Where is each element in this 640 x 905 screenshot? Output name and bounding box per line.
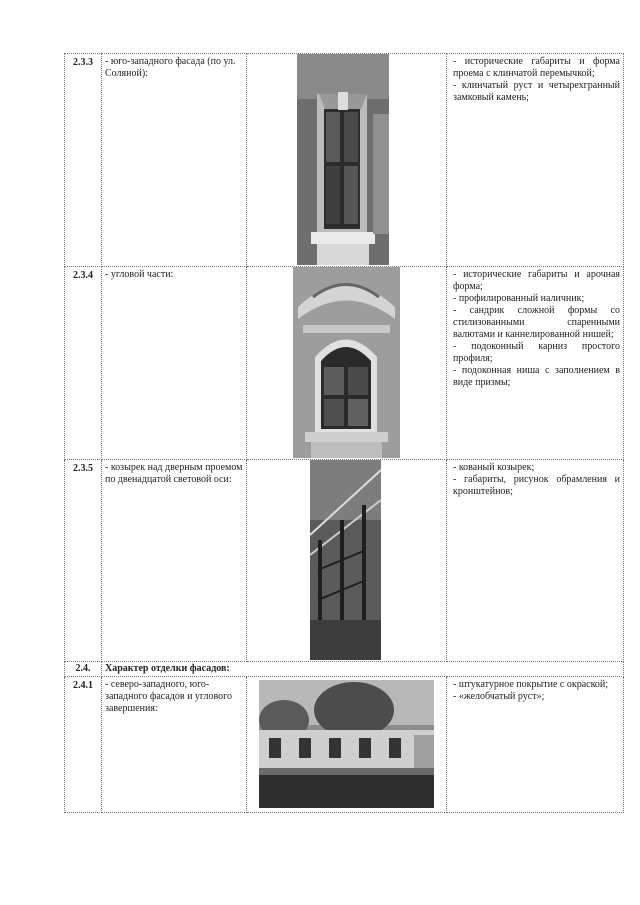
section-number: 2.4. <box>65 662 102 677</box>
list-item: - сандрик сложной формы со стилизованными спаренными валютами и каннелированной нишей; <box>453 305 620 340</box>
table-row <box>65 460 624 662</box>
row-number: 2.3.5 <box>65 460 102 662</box>
row-number: 2.3.3 <box>65 54 102 267</box>
element-description <box>447 460 624 662</box>
photo-cell <box>247 460 447 662</box>
facade-photo <box>259 680 434 808</box>
list-item: - «желобчатый руст»; <box>453 691 545 702</box>
canopy-photo <box>310 460 381 660</box>
arched-window-photo <box>293 267 400 458</box>
list-item: - габариты, рисунок обрамления и кронштейнов; <box>453 474 620 497</box>
row-number: 2.4.1 <box>65 677 102 813</box>
list-item: - кованый козырек; <box>453 462 535 473</box>
photo-cell <box>247 677 447 813</box>
monument-subject-table <box>64 53 624 813</box>
photo-cell <box>247 54 447 267</box>
table-row <box>65 677 624 813</box>
section-title: Характер отделки фасадов: <box>102 662 624 677</box>
section-row <box>65 662 624 677</box>
list-item: - клинчатый руст и четырехгранный замковый камень; <box>453 80 620 103</box>
element-label: - северо-западного, юго-западного фасадов и углового завершения: <box>102 677 247 813</box>
list-item: - подоконный карниз простого профиля; <box>453 341 620 364</box>
element-label: - юго-западного фасада (по ул. Соляной): <box>102 54 247 267</box>
element-description <box>447 677 624 813</box>
list-item: - исторические габариты и арочная форма; <box>453 269 620 292</box>
list-item: - штукатурное покрытие с окраской; <box>453 679 609 690</box>
row-number: 2.3.4 <box>65 267 102 460</box>
table-row <box>65 54 624 267</box>
element-description <box>447 267 624 460</box>
element-description <box>447 54 624 267</box>
list-item: - исторические габариты и форма проема с клинчатой перемычкой; <box>453 56 620 79</box>
list-item: - подоконная ниша с заполнением в виде призмы; <box>453 365 620 388</box>
list-item: - профилированный наличник; <box>453 293 585 304</box>
table-row <box>65 267 624 460</box>
window-photo <box>297 54 389 265</box>
element-label: - козырек над дверным проемом по двенадцатой световой оси: <box>102 460 247 662</box>
element-label: - угловой части: <box>102 267 247 460</box>
photo-cell <box>247 267 447 460</box>
